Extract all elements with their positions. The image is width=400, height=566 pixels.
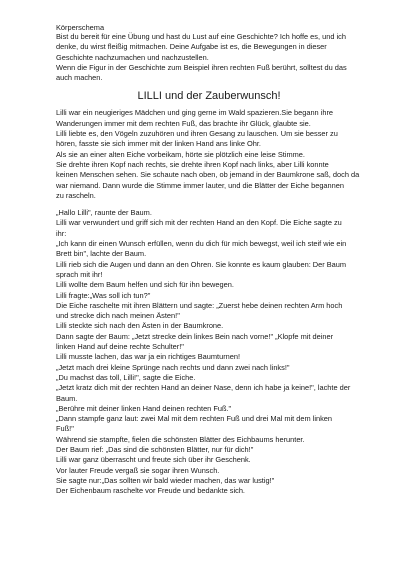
dialogue-line: linken Hand auf deine rechte Schulter!" (56, 342, 184, 352)
dialogue-line: Der Baum rief: „Das sind die schönsten Blätter, nur für dich!" (56, 444, 254, 454)
dialogue-line: Fuß!" (56, 424, 74, 434)
dialogue-line: Brett bin", lachte der Baum. (56, 249, 147, 259)
story-line: Sie drehte ihren Kopf nach rechts, sie drehte ihren Kopf nach links, aber Lilli konnte (56, 159, 329, 169)
dialogue-line: Lilli wollte dem Baum helfen und sich für ihn bewegen. (56, 280, 234, 290)
intro-paragraph (56, 32, 362, 83)
dialogue-line: Die Eiche raschelte mit ihren Blättern und sagte: „Zuerst hebe deinen rechten Arm hoch (56, 300, 343, 310)
document-topic: Körperschema (56, 23, 105, 32)
story-title: LILLI und der Zauberwunsch! (137, 90, 281, 103)
dialogue-line: Baum. (56, 393, 78, 403)
dialogue-line: Sie sagte nur:„Das sollten wir bald wieder machen, das war lustig!" (56, 475, 275, 485)
dialogue-line: „Jetzt kratz dich mit der rechten Hand an deiner Nase, denn ich habe ja keine!", lachte der (56, 383, 351, 393)
story-line: Lilli war ein neugieriges Mädchen und ging gerne im Wald spazieren.Sie begann ihre (56, 108, 334, 118)
dialogue-line: Der Eichenbaum raschelte vor Freude und bedankte sich. (56, 486, 245, 496)
dialogue-line: „Dann stampfe ganz laut: zwei Mal mit dem rechten Fuß und drei Mal mit dem linken (56, 414, 333, 424)
dialogue-line: „Jetzt mach drei kleine Sprünge nach rechts und dann zwei nach links!" (56, 362, 290, 372)
intro-line: Geschichte nachzumachen und nachzustellen. (56, 52, 209, 62)
dialogue-line: „Hallo Lilli", raunte der Baum. (56, 208, 152, 218)
story-paragraph (56, 108, 362, 201)
intro-line: denke, du wirst fleißig mitmachen. Deine Aufgabe ist es, die Bewegungen in dieser (56, 42, 327, 52)
story-line: Wanderungen immer mit dem rechten Fuß, das brachte ihr Glück, glaubte sie. (56, 118, 311, 128)
intro-line: Bist du bereit für eine Übung und hast du Lust auf eine Geschichte? Ich hoffe es, und ich (56, 32, 346, 41)
story-line: war niemand. Dann wurde die Stimme immer lauter, und die Blätter der Eiche begannen (56, 180, 344, 190)
story-line: keinen Menschen sehen. Sie schaute nach oben, ob jemand in der Baumkrone saß, doch da (56, 170, 360, 180)
dialogue-line: „Ich kann dir einen Wunsch erfüllen, wenn du dich für mich bewegst, weil ich steif wie ein (56, 239, 347, 249)
dialogue-section (56, 208, 362, 496)
dialogue-line: Lilli war ganz überrascht und freute sich über ihr Geschenk. (56, 455, 251, 465)
dialogue-line: Lilli war verwundert und griff sich mit der rechten Hand an den Kopf. Die Eiche sagte zu (56, 218, 342, 228)
dialogue-line: Lilli steckte sich nach den Ästen in der Baumkrone. (56, 321, 224, 331)
story-line: Als sie an einer alten Eiche vorbeikam, hörte sie plötzlich eine leise Stimme. (56, 149, 305, 159)
dialogue-line: Während sie stampfte, fielen die schönsten Blätter des Eichbaums herunter. (56, 434, 305, 444)
story-line: zu rascheln. (56, 190, 96, 200)
dialogue-line: „Du machst das toll, Lilli!", sagte die Eiche. (56, 372, 196, 382)
intro-line: auch machen. (56, 73, 103, 83)
dialogue-line: „Berühre mit deiner linken Hand deinen rechten Fuß." (56, 403, 232, 413)
story-line: Lilli liebte es, den Vögeln zuzuhören und ihren Gesang zu lauschen. Um sie besser zu (56, 129, 338, 139)
dialogue-line: ihr: (56, 228, 67, 238)
dialogue-line: Dann sagte der Baum: „Jetzt strecke dein linkes Bein nach vorne!" „Klopfe mit deiner (56, 331, 334, 341)
dialogue-line: sprach mit ihr! (56, 269, 103, 279)
dialogue-line: und strecke dich nach meinen Ästen!" (56, 311, 180, 321)
dialogue-line: Lilli fragte:„Was soll ich tun?" (56, 290, 151, 300)
story-line: hören, fasste sie sich immer mit der linken Hand ans linke Ohr. (56, 139, 261, 149)
dialogue-line: Lilli musste lachen, das war ja ein richtiges Baumturnen! (56, 352, 241, 362)
dialogue-line: Vor lauter Freude vergaß sie sogar ihren Wunsch. (56, 465, 220, 475)
intro-line: Wenn die Figur in der Geschichte zum Beispiel ihren rechten Fuß berührt, solltest du das (56, 62, 347, 72)
dialogue-line: Lilli rieb sich die Augen und dann an den Ohren. Sie konnte es kaum glauben: Der Baum (56, 259, 347, 269)
